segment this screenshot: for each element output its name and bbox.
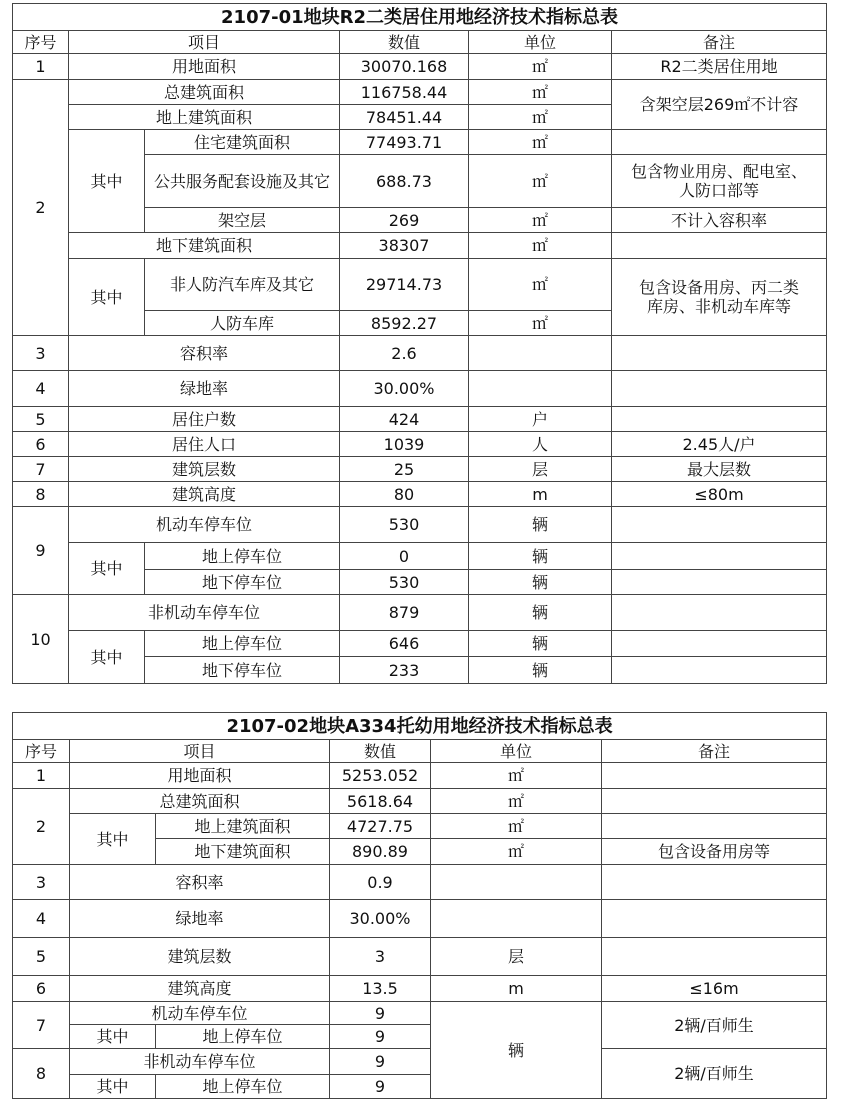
table-row	[13, 407, 827, 432]
table-row	[13, 54, 827, 80]
table-row	[13, 130, 827, 155]
note-cell	[612, 336, 827, 371]
unit-cell	[469, 336, 612, 371]
value-cell: 30.00%	[330, 900, 431, 938]
note-cell	[612, 543, 827, 570]
value-cell: 233	[340, 657, 469, 684]
note-cell: ≤80m	[612, 482, 827, 507]
value-cell: 1039	[340, 432, 469, 457]
group-cell: 其中	[70, 1025, 156, 1049]
value-cell: 269	[340, 208, 469, 233]
value-cell: 30070.168	[340, 54, 469, 80]
table-row	[13, 543, 827, 570]
unit-cell: ㎡	[431, 763, 602, 789]
unit-cell: ㎡	[469, 155, 612, 208]
table-2107-01	[12, 3, 827, 684]
seq-cell: 6	[13, 976, 70, 1002]
note-cell	[602, 938, 827, 976]
item-cell: 住宅建筑面积	[145, 130, 340, 155]
note-cell	[612, 259, 827, 336]
item-cell: 地上建筑面积	[69, 105, 340, 130]
unit-cell: ㎡	[469, 311, 612, 336]
unit-cell: ㎡	[431, 814, 602, 839]
note-cell: 含架空层269㎡不计容	[612, 80, 827, 130]
note-cell: R2二类居住用地	[612, 54, 827, 80]
value-cell: 9	[330, 1025, 431, 1049]
item-cell: 人防车库	[145, 311, 340, 336]
note-cell: 最大层数	[612, 457, 827, 482]
unit-cell: 人	[469, 432, 612, 457]
unit-cell: m	[431, 976, 602, 1002]
note-cell	[612, 155, 827, 208]
group-cell: 其中	[70, 1075, 156, 1099]
item-cell: 机动车停车位	[69, 507, 340, 543]
unit-cell: 辆	[469, 570, 612, 595]
value-cell: 78451.44	[340, 105, 469, 130]
note-cell	[612, 407, 827, 432]
table-2107-02	[12, 712, 827, 1099]
header-item: 项目	[69, 31, 340, 54]
item-cell: 容积率	[70, 865, 330, 900]
unit-cell: ㎡	[469, 233, 612, 259]
note-cell	[612, 233, 827, 259]
header-seq: 序号	[13, 740, 70, 763]
note-cell	[612, 507, 827, 543]
table-row	[13, 976, 827, 1002]
unit-cell: 户	[469, 407, 612, 432]
item-cell: 用地面积	[70, 763, 330, 789]
value-cell: 0	[340, 543, 469, 570]
header-item: 项目	[70, 740, 330, 763]
seq-cell: 7	[13, 1002, 70, 1049]
header-note: 备注	[602, 740, 827, 763]
item-cell: 总建筑面积	[70, 789, 330, 814]
value-cell: 38307	[340, 233, 469, 259]
item-cell: 架空层	[145, 208, 340, 233]
unit-cell: ㎡	[469, 259, 612, 311]
item-cell: 地下建筑面积	[69, 233, 340, 259]
value-cell: 2.6	[340, 336, 469, 371]
value-cell: 4727.75	[330, 814, 431, 839]
table-row	[13, 259, 827, 311]
seq-cell: 5	[13, 407, 69, 432]
seq-cell: 2	[13, 80, 69, 336]
note-cell: ≤16m	[602, 976, 827, 1002]
group-cell: 其中	[69, 631, 145, 684]
unit-cell: 辆	[469, 595, 612, 631]
item-cell: 地上停车位	[145, 543, 340, 570]
value-cell: 890.89	[330, 839, 431, 865]
unit-cell: ㎡	[431, 839, 602, 865]
value-cell: 9	[330, 1002, 431, 1025]
item-cell: 地下建筑面积	[156, 839, 330, 865]
table-row	[13, 631, 827, 657]
item-cell: 地上停车位	[145, 631, 340, 657]
header-value: 数值	[330, 740, 431, 763]
seq-cell: 7	[13, 457, 69, 482]
note-cell	[612, 570, 827, 595]
header-unit: 单位	[431, 740, 602, 763]
note-cell: 2辆/百师生	[602, 1049, 827, 1099]
note-cell	[612, 631, 827, 657]
unit-cell: 辆	[431, 1002, 602, 1099]
item-cell: 公共服务配套设施及其它	[145, 155, 340, 208]
note-line: 包含设备用房、丙二类	[639, 278, 800, 297]
value-cell: 5618.64	[330, 789, 431, 814]
item-cell: 建筑层数	[69, 457, 340, 482]
note-line: 人防口部等	[679, 181, 760, 200]
note-cell	[612, 130, 827, 155]
seq-cell: 3	[13, 865, 70, 900]
value-cell: 116758.44	[340, 80, 469, 105]
unit-cell	[469, 371, 612, 407]
group-cell: 其中	[69, 543, 145, 595]
table-row	[13, 1002, 827, 1025]
note-line: 库房、非机动车库等	[647, 297, 792, 316]
value-cell: 77493.71	[340, 130, 469, 155]
note-line: 包含物业用房、配电室、	[631, 162, 808, 181]
item-cell: 绿地率	[70, 900, 330, 938]
unit-cell: ㎡	[431, 789, 602, 814]
item-cell: 非人防汽车库及其它	[145, 259, 340, 311]
table-title: 2107-02地块A334托幼用地经济技术指标总表	[13, 713, 827, 740]
value-cell: 8592.27	[340, 311, 469, 336]
header-row	[13, 740, 827, 763]
table-row	[13, 789, 827, 814]
item-cell: 地上建筑面积	[156, 814, 330, 839]
seq-cell: 3	[13, 336, 69, 371]
value-cell: 3	[330, 938, 431, 976]
note-cell: 2.45人/户	[612, 432, 827, 457]
unit-cell: 层	[469, 457, 612, 482]
table-title: 2107-01地块R2二类居住用地经济技术指标总表	[13, 4, 827, 31]
item-cell: 容积率	[69, 336, 340, 371]
item-cell: 居住户数	[69, 407, 340, 432]
unit-cell: 辆	[469, 657, 612, 684]
note-cell: 不计入容积率	[612, 208, 827, 233]
table-row	[13, 507, 827, 543]
item-cell: 机动车停车位	[70, 1002, 330, 1025]
table-row	[13, 457, 827, 482]
unit-cell: ㎡	[469, 54, 612, 80]
note-cell	[612, 371, 827, 407]
item-cell: 非机动车停车位	[70, 1049, 330, 1075]
table-row	[13, 233, 827, 259]
note-cell	[612, 595, 827, 631]
unit-cell: 层	[431, 938, 602, 976]
value-cell: 879	[340, 595, 469, 631]
seq-cell: 5	[13, 938, 70, 976]
note-cell: 2辆/百师生	[602, 1002, 827, 1049]
note-cell	[612, 657, 827, 684]
seq-cell: 9	[13, 507, 69, 595]
item-cell: 地上停车位	[156, 1025, 330, 1049]
seq-cell: 4	[13, 900, 70, 938]
unit-cell: ㎡	[469, 208, 612, 233]
note-cell: 包含设备用房等	[602, 839, 827, 865]
seq-cell: 8	[13, 482, 69, 507]
seq-cell: 10	[13, 595, 69, 684]
table-row	[13, 336, 827, 371]
note-cell	[602, 789, 827, 814]
seq-cell: 2	[13, 789, 70, 865]
table-row	[13, 763, 827, 789]
note-cell	[602, 763, 827, 789]
seq-cell: 8	[13, 1049, 70, 1099]
item-cell: 非机动车停车位	[69, 595, 340, 631]
table-row	[13, 595, 827, 631]
item-cell: 建筑高度	[70, 976, 330, 1002]
seq-cell: 1	[13, 763, 70, 789]
seq-cell: 1	[13, 54, 69, 80]
value-cell: 530	[340, 570, 469, 595]
item-cell: 地下停车位	[145, 570, 340, 595]
value-cell: 13.5	[330, 976, 431, 1002]
unit-cell: ㎡	[469, 130, 612, 155]
value-cell: 30.00%	[340, 371, 469, 407]
value-cell: 530	[340, 507, 469, 543]
note-cell	[602, 865, 827, 900]
unit-cell: 辆	[469, 507, 612, 543]
table-row	[13, 371, 827, 407]
table-row	[13, 432, 827, 457]
value-cell: 80	[340, 482, 469, 507]
table-row	[13, 1049, 827, 1075]
item-cell: 建筑层数	[70, 938, 330, 976]
item-cell: 建筑高度	[69, 482, 340, 507]
header-value: 数值	[340, 31, 469, 54]
value-cell: 0.9	[330, 865, 431, 900]
value-cell: 424	[340, 407, 469, 432]
unit-cell	[431, 900, 602, 938]
seq-cell: 4	[13, 371, 69, 407]
value-cell: 688.73	[340, 155, 469, 208]
unit-cell	[431, 865, 602, 900]
table-row	[13, 482, 827, 507]
item-cell: 地上停车位	[156, 1075, 330, 1099]
table-row	[13, 865, 827, 900]
value-cell: 5253.052	[330, 763, 431, 789]
table-row	[13, 814, 827, 839]
item-cell: 居住人口	[69, 432, 340, 457]
value-cell: 29714.73	[340, 259, 469, 311]
header-unit: 单位	[469, 31, 612, 54]
value-cell: 9	[330, 1049, 431, 1075]
header-row	[13, 31, 827, 54]
note-cell	[602, 900, 827, 938]
seq-cell: 6	[13, 432, 69, 457]
group-cell: 其中	[70, 814, 156, 865]
table-row	[13, 938, 827, 976]
value-cell: 9	[330, 1075, 431, 1099]
unit-cell: ㎡	[469, 105, 612, 130]
header-seq: 序号	[13, 31, 69, 54]
item-cell: 总建筑面积	[69, 80, 340, 105]
header-note: 备注	[612, 31, 827, 54]
item-cell: 绿地率	[69, 371, 340, 407]
unit-cell: m	[469, 482, 612, 507]
note-cell	[602, 814, 827, 839]
table-row	[13, 80, 827, 105]
item-cell: 用地面积	[69, 54, 340, 80]
value-cell: 25	[340, 457, 469, 482]
value-cell: 646	[340, 631, 469, 657]
unit-cell: ㎡	[469, 80, 612, 105]
item-cell: 地下停车位	[145, 657, 340, 684]
unit-cell: 辆	[469, 631, 612, 657]
unit-cell: 辆	[469, 543, 612, 570]
group-cell: 其中	[69, 259, 145, 336]
table-row	[13, 900, 827, 938]
group-cell: 其中	[69, 130, 145, 233]
